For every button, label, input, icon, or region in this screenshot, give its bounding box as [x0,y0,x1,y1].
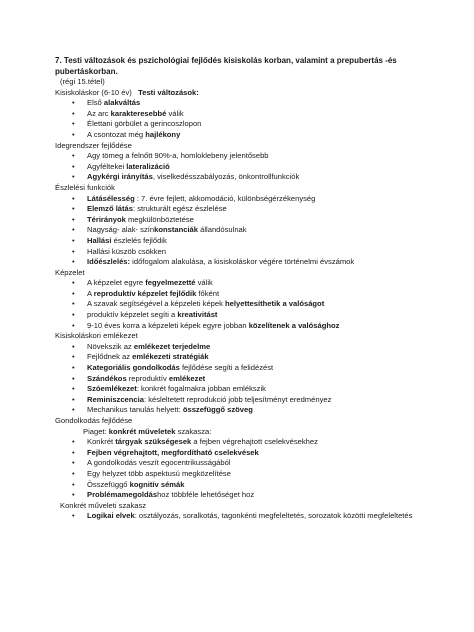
list-item: • Az arc karakteresebbé válik [87,109,425,120]
list-gondolkodas [55,437,425,501]
section-heading-idegrendszer: Idegrendszer fejlődése [55,140,132,150]
list-item: • 9-10 éves korra a képzeleti képek egyre jobban közelítenek a valósághoz [87,321,425,332]
list-item: • Kategoriális gondolkodás fejlődése segíti a felidézést [87,363,425,374]
list-item: • Egy helyzet több aspektusú megközelítése [87,469,425,480]
list-idegrendszer [55,151,425,183]
list-item: • Látásélesség : 7. évre fejlett, akkomodáció, különbségérzékenység [87,194,425,205]
list-item: • Reminiszcencia: késleltetett reprodukció jobb teljesítményt eredményez [87,395,425,406]
list-item: • Növekszik az emlékezet terjedelme [87,342,425,353]
section-heading-gondolkodas: Gondolkodás fejlődése [55,416,133,425]
list-item: • Térirányok megkülönböztetése [87,215,425,226]
list-item: • Élettani görbület a gerincoszlopon [87,119,425,130]
section-heading-kepzelet: Képzelet [55,267,85,277]
list-item: • Szóemlékezet: konkrét fogalmakra jobban emlékszik [87,384,425,395]
list-kepzelet [55,278,425,331]
list-item: • Időészlelés: időfogalom alakulása, a kisiskoláskor végére történelmi évszámok [87,257,425,268]
document-body [55,55,425,522]
list-item: • Hallási küszöb csökken [87,247,425,258]
section-heading-kisiskolaskor [55,88,425,99]
document-title: 7. Testi változások és pszichológiai fejlődés kisiskolás korban, valamint a prepubertás -és pubertáskorban. [55,56,397,76]
list-item: • Problémamegoldáshoz többféle lehetőséget hoz [87,490,425,501]
section-heading-emlekezet: Kisiskoláskori emlékezet [55,331,138,341]
heading-bold: Testi változások: [138,87,199,97]
list-item: • Fejben végrehajtott, megfordítható cselekvések [87,448,425,459]
list-item: • Konkrét tárgyak szükségesek a fejben végrehajtott cselekvésekhez [87,437,425,448]
list-item: • Hallási észlelés fejlődik [87,236,425,247]
list-item: • Agykérgi irányítás, viselkedésszabályozás, önkontrollfunkciók [87,172,425,183]
list-item: • Mechanikus tanulás helyett: összefüggő szöveg [87,405,425,416]
list-item: • Első alakváltás [87,98,425,109]
list-item: • Nagyság- alak- színkonstanciák állandósulnak [87,225,425,236]
list-item: • Szándékos reproduktív emlékezet [87,374,425,385]
list-testi-valtozasok [55,98,425,140]
old-reference: (régi 15.tétel) [60,77,105,86]
list-eszlelesi [55,194,425,268]
list-item: • A csontozat még hajlékony [87,130,425,141]
list-item: • A szavak segítségével a képzeleti képek helyettesíthetik a valóságot [87,299,425,310]
section-heading-konkret-muveleti: Konkrét műveleti szakasz [60,500,147,510]
section-heading-eszlelesi: Észlelési funkciók [55,182,115,192]
list-item: • Elemző látás: strukturált egész észlelése [87,204,425,215]
list-item: • Agy tömeg a felnőtt 90%-a, homloklebeny jelentősebb [87,151,425,162]
list-item: • Logikai elvek: osztályozás, soralkotás, tagonkénti megfeleltetés, sorozatok közötti megfeleltetés [87,511,425,522]
list-item: • A gondolkodás veszít egocentrikusságából [87,458,425,469]
list-item: • A képzelet egyre fegyelmezetté válik [87,278,425,289]
list-item: • produktív képzelet segíti a kreativitást [87,310,425,321]
heading-text: Kisiskoláskor (6-10 év) [55,87,132,97]
list-emlekezet [55,342,425,416]
list-item: • A reproduktív képzelet fejlődik főként [87,289,425,300]
list-item: • Fejlődnek az emlékezeti stratégiák [87,352,425,363]
list-konkret-muveleti [55,511,425,522]
list-item: • Agyféltekei lateralizáció [87,162,425,173]
piaget-subheading: Piaget: konkrét műveletek szakasza: [83,426,212,436]
list-item: • Összefüggő kognitív sémák [87,480,425,491]
